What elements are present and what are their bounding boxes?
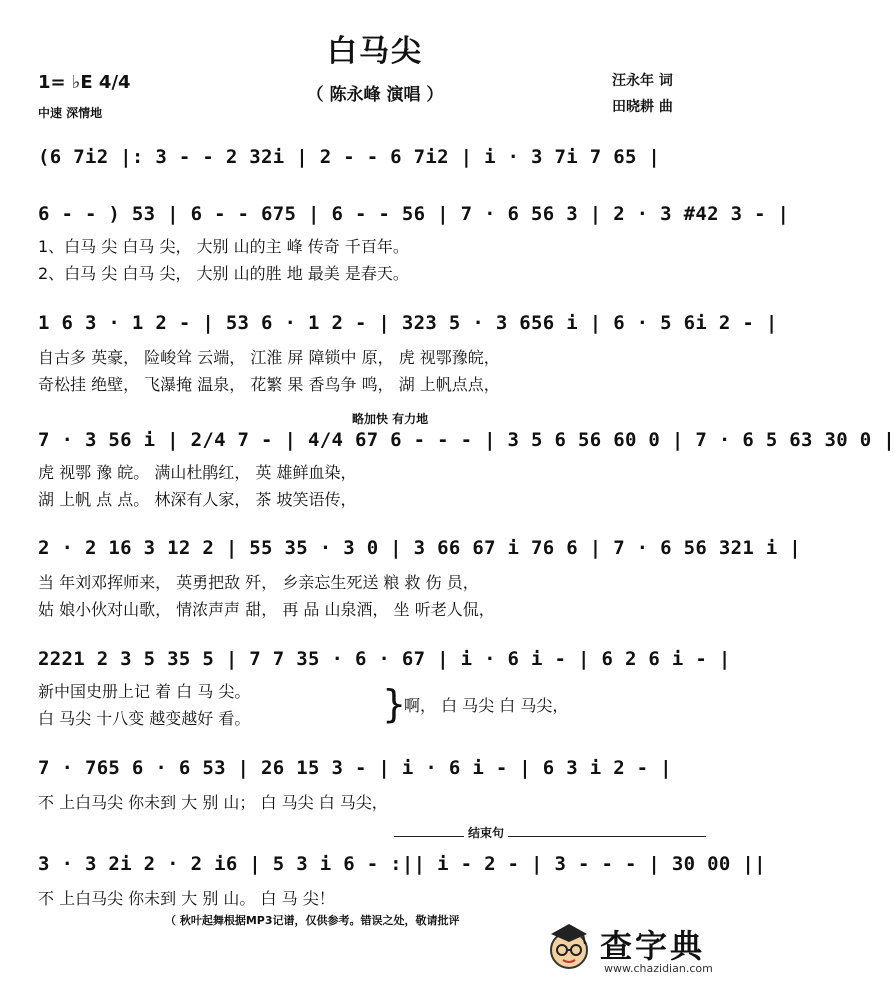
notation-line-4: 7 · 3 56 i | 2/4 7 - | 4/4 67 6 - - - | 3 5 6 56 60 0 | 7 · 6 5 63 30 0 |: [38, 429, 895, 451]
notation-line-3: 1 6 3 · 1 2 - | 53 6 · 1 2 - | 323 5 · 3 656 i | 6 · 5 6i 2 - |: [38, 312, 778, 334]
performer-line: （ 陈永峰 演唱 ）: [306, 85, 444, 105]
watermark-brand: 查字典: [600, 927, 706, 965]
notation-line-5: 2 · 2 16 3 12 2 | 55 35 · 3 0 | 3 66 67 i 76 6 | 7 · 6 56 321 i |: [38, 537, 802, 559]
lyric-line-5-verse-1: 当 年刘邓挥师来， 英勇把敌 歼， 乡亲忘生死送 粮 救 伤 员，: [38, 573, 479, 592]
notation-line-6: 2221 2 3 5 35 5 | 7 7 35 · 6 · 67 | i · 6 i - | 6 2 6 i - |: [38, 648, 731, 670]
transcription-note: （ 秋叶起舞根据MP3记谱，仅供参考。错误之处，敬请批评: [165, 914, 460, 927]
verse-brace: }: [382, 682, 407, 726]
lyric-line-3-verse-2: 奇松挂 绝壁， 飞瀑掩 温泉， 花繁 果 香鸟争 鸣， 湖 上帆点点，: [38, 375, 500, 394]
refrain-lyric: 啊， 白 马尖 白 马尖，: [404, 696, 569, 715]
lyric-line-6-verse-2: 白 马尖 十八变 越变越好 看。: [38, 709, 251, 728]
lyric-line-2-verse-1: 1、白马 尖 白马 尖， 大别 山的主 峰 传奇 千百年。: [38, 237, 409, 256]
notation-line-1: (6 7i2 |: 3 - - 2 32i | 2 - - 6 7i2 | i · 3 7i 7 65 |: [38, 146, 661, 168]
tempo-marking: 中速 深情地: [38, 106, 103, 120]
lyric-line-4-verse-2: 湖 上帆 点 点。 林深有人家， 茶 坡笑语传，: [38, 490, 357, 509]
mascot-icon: [543, 920, 595, 972]
lyric-line-4-verse-1: 虎 视鄂 豫 皖。 满山杜鹃红， 英 雄鲜血染，: [38, 463, 357, 482]
lyric-line-3-verse-1: 自古多 英豪， 险峻耸 云端， 江淮 屏 障锁中 原， 虎 视鄂豫皖，: [38, 348, 500, 367]
watermark-url: www.chazidian.com: [604, 962, 713, 975]
notation-line-2: 6 - - ) 53 | 6 - - 675 | 6 - - 56 | 7 · 6 56 3 | 2 · 3 #42 3 - |: [38, 203, 790, 225]
notation-line-8: 3 · 3 2i 2 · 2 i6 | 5 3 i 6 - :|| i - 2 - | 3 - - - | 30 00 ||: [38, 853, 766, 875]
composer-credit: 田晓耕 曲: [612, 99, 673, 115]
faster-marking: 略加快 有力地: [352, 412, 429, 426]
lyricist-credit: 汪永年 词: [612, 73, 673, 89]
lyric-line-5-verse-2: 姑 娘小伙对山歌， 情浓声声 甜， 再 品 山泉酒， 坐 听老人侃，: [38, 600, 495, 619]
ending-bracket: [394, 836, 706, 837]
lyric-line-6-verse-1: 新中国史册上记 着 白 马 尖。: [38, 682, 251, 701]
lyric-line-8: 不 上白马尖 你未到 大 别 山。 白 马 尖！: [38, 889, 335, 908]
notation-line-7: 7 · 765 6 · 6 53 | 26 15 3 - | i · 6 i - | 6 3 i 2 - |: [38, 757, 672, 779]
ending-label: 结束句: [464, 824, 508, 841]
song-title: 白马尖: [327, 34, 423, 69]
lyric-line-2-verse-2: 2、白马 尖 白马 尖， 大别 山的胜 地 最美 是春天。: [38, 264, 409, 283]
key-signature: 1= ♭E 4/4: [38, 72, 131, 93]
lyric-line-7: 不 上白马尖 你未到 大 别 山； 白 马尖 白 马尖，: [38, 793, 388, 812]
